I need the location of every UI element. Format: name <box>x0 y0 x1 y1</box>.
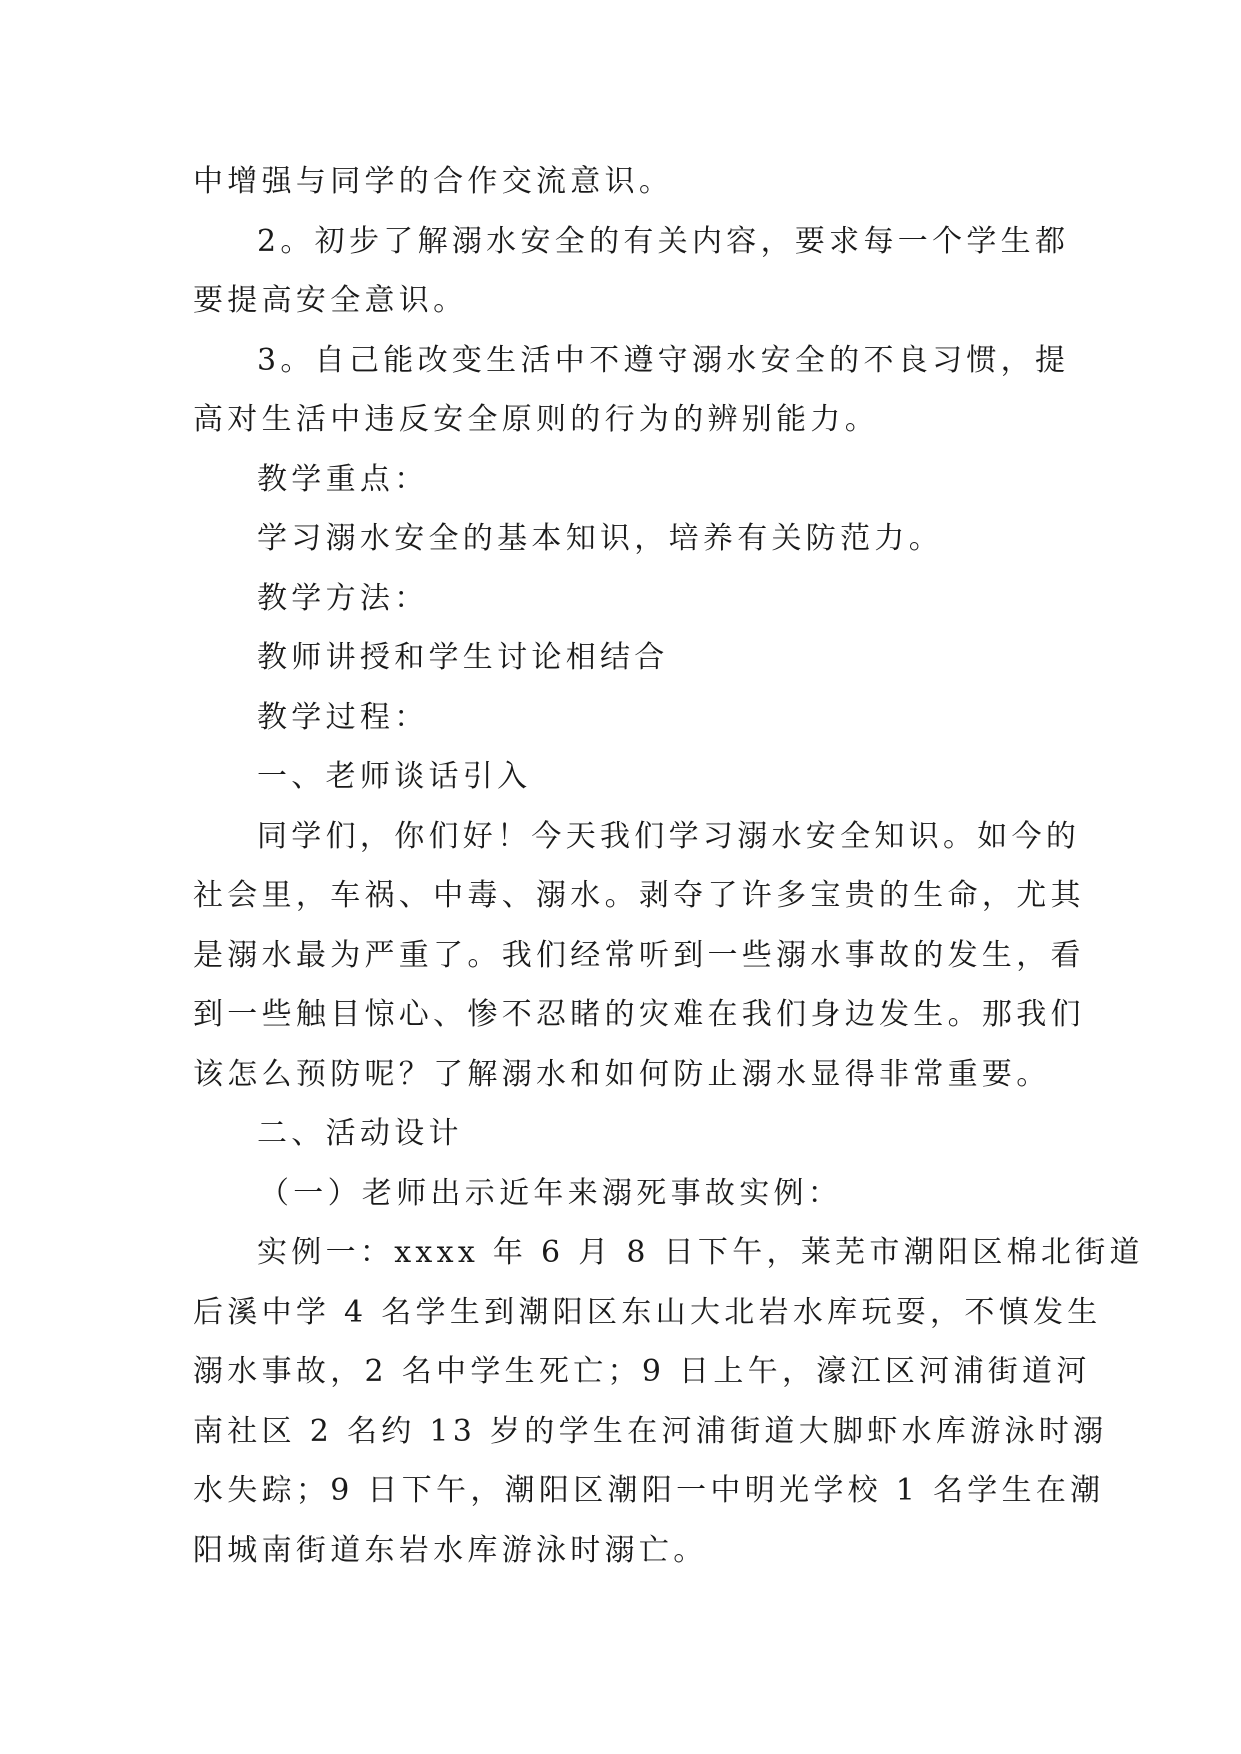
section-heading: 一、老师谈话引入 <box>257 759 532 794</box>
section-heading: 教学过程： <box>257 699 429 735</box>
text-line: 到一些触目惊心、惨不忍睹的灾难在我们身边发生。那我们 <box>193 997 1085 1032</box>
text-line: 后溪中学 4 名学生到潮阳区东山大北岩水库玩耍，不慎发生 <box>193 1294 1102 1330</box>
text-line: 是溺水最为严重了。我们经常听到一些溺水事故的发生，看 <box>193 937 1085 973</box>
section-heading: 教学方法： <box>257 580 429 616</box>
text-line: 溺水事故，2 名中学生死亡；9 日上午，濠江区河浦街道河 <box>193 1354 1091 1389</box>
text-line: 高对生活中违反安全原则的行为的辨别能力。 <box>193 402 879 437</box>
text-line: 中增强与同学的合作交流意识。 <box>193 164 674 199</box>
text-line: 南社区 2 名约 13 岁的学生在河浦街道大脚虾水库游泳时溺 <box>193 1413 1108 1449</box>
section-heading: 二、活动设计 <box>257 1116 463 1151</box>
text-line: 社会里，车祸、中毒、溺水。剥夺了许多宝贵的生命，尤其 <box>193 878 1085 913</box>
document-body <box>193 152 1144 1580</box>
text-line: 该怎么预防呢？了解溺水和如何防止溺水显得非常重要。 <box>193 1056 1051 1092</box>
subsection-heading: （一）老师出示近年来溺死事故实例： <box>259 1175 843 1211</box>
text-line: 实例一：xxxx 年 6 月 8 日下午，莱芜市潮阳区棉北街道 <box>257 1235 1144 1270</box>
text-line: 水失踪；9 日下午，潮阳区潮阳一中明光学校 1 名学生在潮 <box>193 1473 1105 1508</box>
text-line: 3。自己能改变生活中不遵守溺水安全的不良习惯，提 <box>257 342 1070 378</box>
section-heading: 教学重点： <box>257 461 429 497</box>
text-line: 教师讲授和学生讨论相结合 <box>257 640 669 675</box>
text-line: 阳城南街道东岩水库游泳时溺亡。 <box>193 1532 708 1568</box>
text-line: 2。初步了解溺水安全的有关内容，要求每一个学生都 <box>257 223 1070 259</box>
text-line: 要提高安全意识。 <box>193 283 468 318</box>
text-line: 同学们，你们好！今天我们学习溺水安全知识。如今的 <box>257 818 1081 854</box>
text-line: 学习溺水安全的基本知识，培养有关防范力。 <box>257 521 943 556</box>
